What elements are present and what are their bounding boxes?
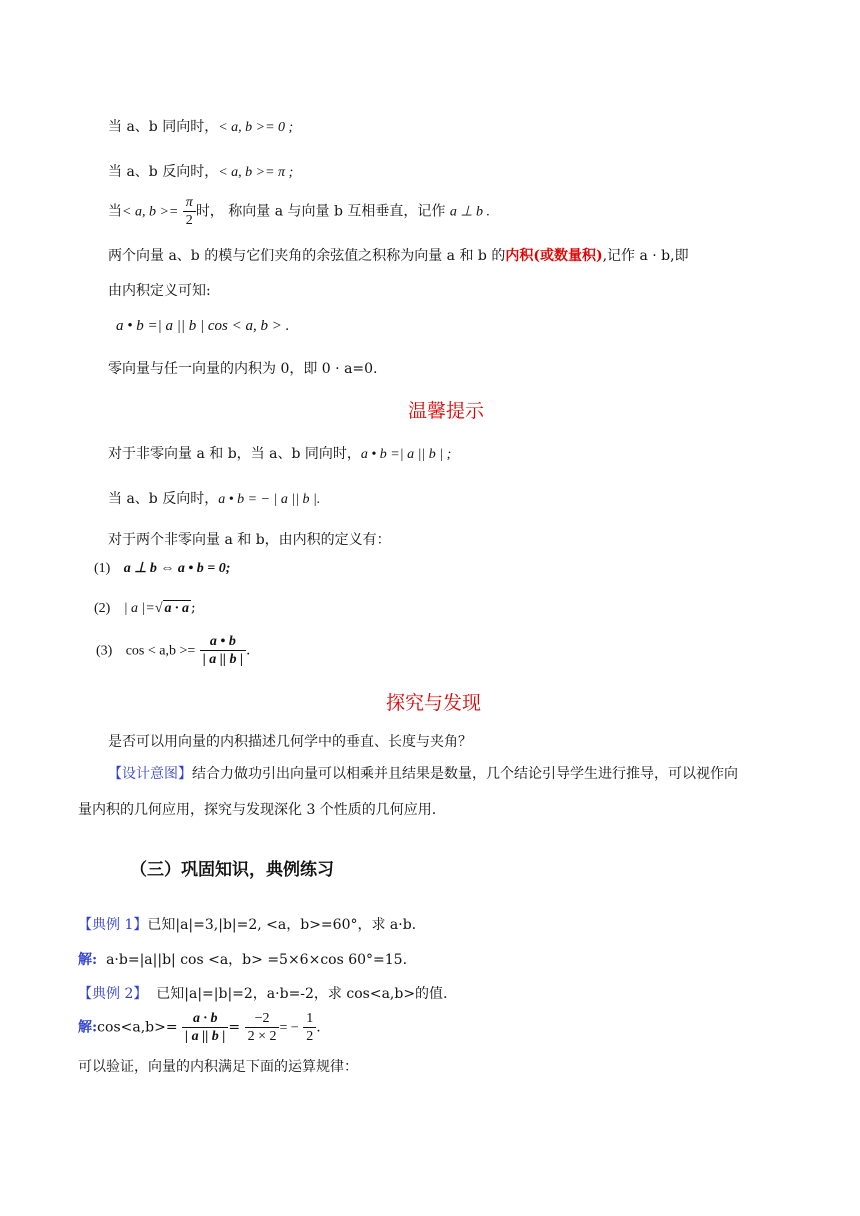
tips-line-two-vectors: 对于两个非零向量 a 和 b，由内积的定义有： <box>108 532 391 548</box>
section-title: （三）巩固知识，典例练习 <box>130 860 334 880</box>
explore-question: 是否可以用向量的内积描述几何学中的垂直、长度与夹角？ <box>108 734 472 750</box>
line-inner-product-definition: 两个向量 a、b 的模与它们夹角的余弦值之积称为向量 a 和 b 的内积(或数量积),记作 a · b,即 <box>108 248 689 264</box>
example-1: 【典例 1】已知|a|=3,|b|=2, <a，b>=60°，求 a·b. <box>78 917 417 933</box>
solution-1: 解: a·b=|a||b| cos <a，b> =5×6×cos 60°=15. <box>78 952 408 968</box>
line-opposite-direction: 当 a、b 反向时，< a, b >= π ; <box>108 164 294 180</box>
heading-tips: 温馨提示 <box>408 400 485 422</box>
design-intent-line1: 【设计意图】结合力做功引出向量可以相乘并且结果是数量，几个结论引导学生进行推导，可以视作向 <box>108 766 738 782</box>
line-zero-vector: 零向量与任一向量的内积为 0，即 0 · a=0. <box>108 361 378 377</box>
line-same-direction: 当 a、b 同向时，< a, b >= 0 ; <box>108 119 294 135</box>
formula-inner-product: a • b =| a || b | cos < a, b > . <box>116 318 290 334</box>
tips-line-opposite-direction: 当 a、b 反向时，a • b = − | a || b |. <box>108 491 321 507</box>
line-from-definition: 由内积定义可知: <box>108 283 211 299</box>
property-perpendicular: (1) a ⊥ b ⇔ a • b = 0; <box>94 561 231 576</box>
fraction-minus2-over-2x2: $\frac{-2}{2 \times 2}$ <box>245 1010 280 1045</box>
closing-line: 可以验证，向量的内积满足下面的运算规律： <box>78 1059 358 1075</box>
property-angle: (3) cos < a,b >= $\frac{a • b}{| a || b |}$ . <box>96 634 251 667</box>
design-intent-line2: 量内积的几何应用，探究与发现深化 3 个性质的几何应用. <box>78 802 437 818</box>
heading-explore: 探究与发现 <box>386 692 482 714</box>
tips-line-same-direction: 对于非零向量 a 和 b，当 a、b 同向时，a • b =| a || b | ; <box>108 446 452 462</box>
fraction-cos-formula: $\frac{a • b}{| a || b |}$ <box>200 633 246 668</box>
solution-2: 解:cos<a,b>= $\frac{a \cdot b}{| a || b |}$ = $\frac{-2}{2 \times 2}$ = − $\frac{1}{2}$ . <box>78 1011 321 1044</box>
fraction-1-over-2: $\frac{1}{2}$ <box>303 1010 316 1045</box>
property-length: (2) | a |=√ a · a ; <box>94 600 196 616</box>
example-2: 【典例 2】 已知|a|=|b|=2，a·b=-2，求 cos<a,b>的值. <box>78 986 448 1002</box>
fraction-ab-over-norms: $\frac{a \cdot b}{| a || b |}$ <box>182 1010 228 1045</box>
line-perpendicular: 当< a, b >= $\frac{\pi}{2}$ 时， 称向量 a 与向量 b 互相垂直，记作 a ⊥ b . <box>108 195 491 228</box>
fraction-pi-over-2: $\frac{\pi}{2}$ <box>183 194 196 229</box>
